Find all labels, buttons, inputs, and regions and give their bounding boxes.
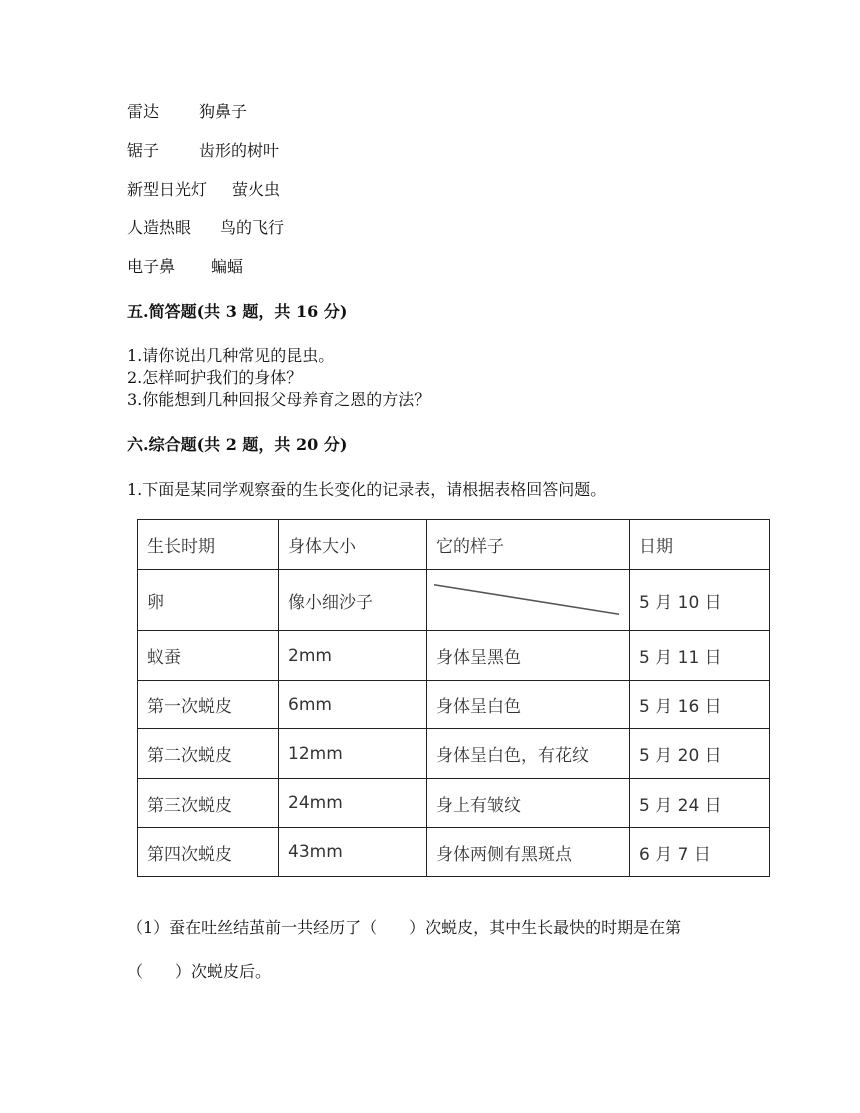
table-cell: 43mm bbox=[279, 828, 427, 877]
table-cell: 第三次蜕皮 bbox=[138, 779, 279, 828]
table-cell: 5 月 20 日 bbox=[630, 729, 770, 779]
table-cell: 蚁蚕 bbox=[138, 631, 279, 681]
table-cell: 像小细沙子 bbox=[279, 570, 427, 631]
table-cell: 5 月 10 日 bbox=[630, 570, 770, 631]
matching-left: 雷达 bbox=[127, 102, 160, 121]
table-cell: 5 月 16 日 bbox=[630, 681, 770, 729]
matching-pair bbox=[127, 257, 243, 277]
matching-left: 新型日光灯 bbox=[127, 180, 208, 199]
table-cell: 5 月 24 日 bbox=[630, 779, 770, 828]
table-cell: 第一次蜕皮 bbox=[138, 681, 279, 729]
table-header-cell: 日期 bbox=[630, 520, 770, 570]
matching-pair bbox=[127, 141, 279, 161]
question-item: 1.请你说出几种常见的昆虫。 bbox=[127, 346, 335, 365]
table-header-cell: 身体大小 bbox=[279, 520, 427, 570]
table-cell: 5 月 11 日 bbox=[630, 631, 770, 681]
table-cell: 第四次蜕皮 bbox=[138, 828, 279, 877]
diagonal-slash-line bbox=[427, 570, 629, 630]
table-cell-slashed bbox=[427, 570, 630, 631]
question-sub-line: （1）蚕在吐丝结茧前一共经历了（ ）次蜕皮，其中生长最快的时期是在第 bbox=[127, 918, 682, 937]
table-cell: 12mm bbox=[279, 729, 427, 779]
table-header-cell: 它的样子 bbox=[427, 520, 630, 570]
table-header-cell: 生长时期 bbox=[138, 520, 279, 570]
table-cell: 身上有皱纹 bbox=[427, 779, 630, 828]
matching-left: 人造热眼 bbox=[127, 218, 192, 237]
table-cell: 6 月 7 日 bbox=[630, 828, 770, 877]
table-row bbox=[138, 779, 770, 828]
question-item: 3.你能想到几种回报父母养育之恩的方法？ bbox=[127, 390, 431, 409]
section-six-title: 六.综合题(共 2 题，共 20 分) bbox=[127, 435, 348, 454]
table-cell: 2mm bbox=[279, 631, 427, 681]
matching-right: 齿形的树叶 bbox=[199, 141, 280, 160]
section-five-title: 五.简答题(共 3 题，共 16 分) bbox=[127, 302, 348, 321]
table-cell: 身体呈黑色 bbox=[427, 631, 630, 681]
matching-left: 电子鼻 bbox=[127, 257, 176, 276]
silkworm-record-table bbox=[137, 519, 770, 877]
matching-right: 鸟的飞行 bbox=[220, 218, 285, 237]
table-row bbox=[138, 729, 770, 779]
matching-pair bbox=[127, 102, 247, 122]
table-cell: 卵 bbox=[138, 570, 279, 631]
matching-right: 狗鼻子 bbox=[199, 102, 248, 121]
table-cell: 6mm bbox=[279, 681, 427, 729]
table-cell: 24mm bbox=[279, 779, 427, 828]
matching-left: 锯子 bbox=[127, 141, 160, 160]
question-intro: 1.下面是某同学观察蚕的生长变化的记录表，请根据表格回答问题。 bbox=[127, 480, 607, 499]
matching-pair bbox=[127, 180, 280, 200]
matching-pair bbox=[127, 218, 284, 238]
matching-right: 蝙蝠 bbox=[211, 257, 244, 276]
question-sub-line: （ ）次蜕皮后。 bbox=[127, 962, 272, 981]
table-row bbox=[138, 681, 770, 729]
question-item: 2.怎样呵护我们的身体？ bbox=[127, 368, 303, 387]
matching-right: 萤火虫 bbox=[232, 180, 281, 199]
table-row bbox=[138, 631, 770, 681]
table-row bbox=[138, 570, 770, 631]
table-cell: 身体两侧有黑斑点 bbox=[427, 828, 630, 877]
table-header-row bbox=[138, 520, 770, 570]
table-row bbox=[138, 828, 770, 877]
table-cell: 第二次蜕皮 bbox=[138, 729, 279, 779]
table-cell: 身体呈白色，有花纹 bbox=[427, 729, 630, 779]
table-cell: 身体呈白色 bbox=[427, 681, 630, 729]
